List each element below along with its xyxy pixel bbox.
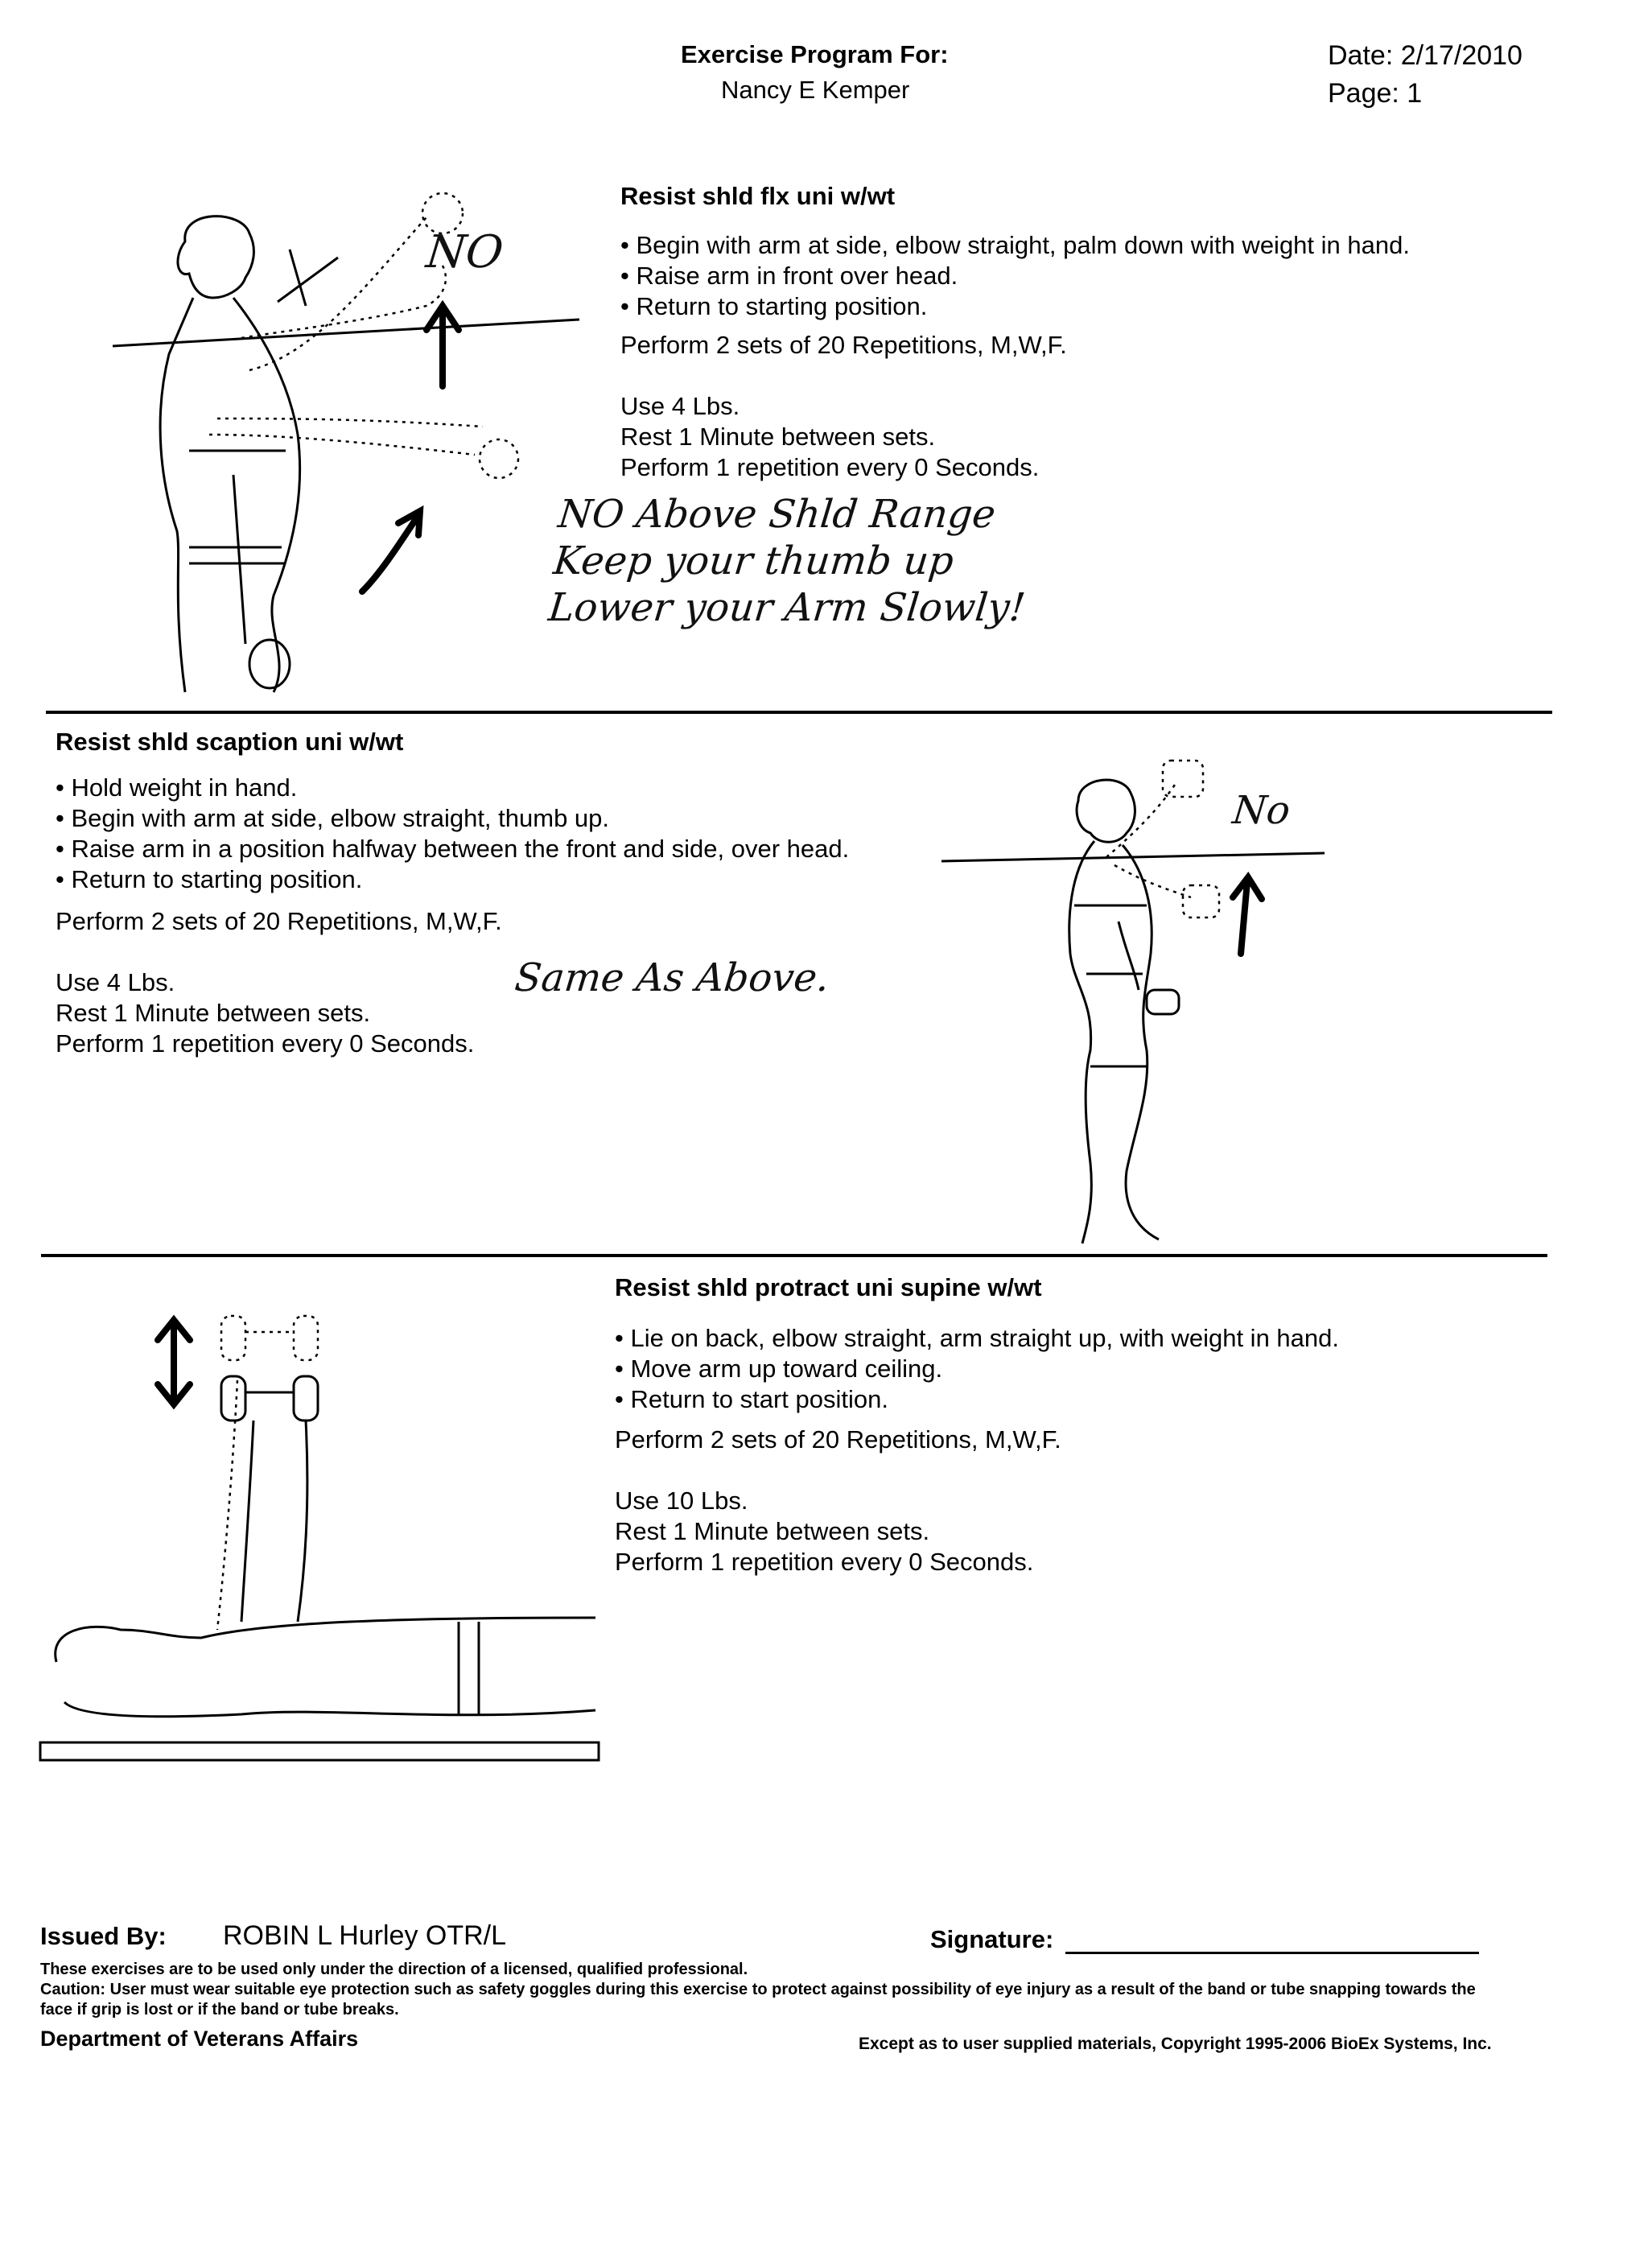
section-divider: [46, 711, 1552, 714]
exercise-2-step: • Raise arm in a position halfway between the front and side, over head.: [56, 834, 849, 864]
exercise-3-pace: Perform 1 repetition every 0 Seconds.: [615, 1548, 1034, 1576]
header-date: Date: 2/17/2010: [1328, 40, 1522, 71]
header-page: Page: 1: [1328, 78, 1423, 109]
exercise-3-step: • Move arm up toward ceiling.: [615, 1354, 1339, 1384]
handwritten-note: NO Above Shld Range: [556, 492, 998, 537]
exercise-3-sets: Perform 2 sets of 20 Repetitions, M,W,F.: [615, 1425, 1061, 1454]
exercise-1-sets: Perform 2 sets of 20 Repetitions, M,W,F.: [620, 331, 1067, 359]
issued-by-label: Issued By:: [40, 1922, 167, 1950]
exercise-2-sets: Perform 2 sets of 20 Repetitions, M,W,F.: [56, 907, 502, 935]
exercise-3-step: • Lie on back, elbow straight, arm straight up, with weight in hand.: [615, 1323, 1339, 1354]
exercise-2-pace: Perform 1 repetition every 0 Seconds.: [56, 1029, 475, 1058]
exercise-2-rest: Rest 1 Minute between sets.: [56, 999, 371, 1027]
exercise-3-step: • Return to start position.: [615, 1384, 1339, 1415]
exercise-1-step: • Return to starting position.: [620, 291, 1410, 322]
issued-by-name: ROBIN L Hurley OTR/L: [223, 1920, 507, 1951]
exercise-3-weight: Use 10 Lbs.: [615, 1487, 748, 1515]
exercise-1-figure-note: NO: [423, 226, 506, 278]
signature-line[interactable]: [1065, 1952, 1479, 1954]
exercise-1-pace: Perform 1 repetition every 0 Seconds.: [620, 453, 1040, 481]
exercise-2-title: Resist shld scaption uni w/wt: [56, 728, 404, 756]
copyright-notice: Except as to user supplied materials, Copyright 1995-2006 BioEx Systems, Inc.: [859, 2035, 1492, 2053]
exercise-3-rest: Rest 1 Minute between sets.: [615, 1517, 930, 1545]
exercise-1-figure: [105, 177, 604, 700]
patient-name: Nancy E Kemper: [721, 76, 910, 104]
exercise-1-rest: Rest 1 Minute between sets.: [620, 423, 936, 451]
exercise-1-step: • Raise arm in front over head.: [620, 261, 1410, 291]
exercise-2-step: • Hold weight in hand.: [56, 773, 849, 803]
exercise-1-weight: Use 4 Lbs.: [620, 392, 740, 420]
exercise-2-step: • Begin with arm at side, elbow straight, thumb up.: [56, 803, 849, 834]
handwritten-note: Keep your thumb up: [551, 538, 956, 583]
exercise-2-figure: [933, 744, 1352, 1260]
exercise-3-figure: [40, 1300, 604, 1767]
exercise-1-title: Resist shld flx uni w/wt: [620, 182, 896, 210]
section-divider: [41, 1254, 1547, 1257]
exercise-1-steps: [620, 230, 1410, 322]
exercise-2-step: • Return to starting position.: [56, 864, 849, 895]
department-name: Department of Veterans Affairs: [40, 2027, 359, 2051]
program-title: Exercise Program For:: [681, 40, 949, 68]
exercise-1-step: • Begin with arm at side, elbow straight, palm down with weight in hand.: [620, 230, 1410, 261]
exercise-2-steps: [56, 773, 849, 895]
caution-note: Caution: User must wear suitable eye protection such as safety goggles during this exercise to protect against possibility of eye injury as a result of the band or tube snapping towards the face if grip is lost or if the band or tube breaks.: [40, 1981, 1476, 2019]
exercise-3-title: Resist shld protract uni supine w/wt: [615, 1273, 1042, 1301]
signature-label: Signature:: [930, 1925, 1054, 1953]
exercise-2-handwritten: Same As Above.: [513, 955, 832, 1000]
exercise-3-steps: [615, 1323, 1339, 1415]
disclaimer: These exercises are to be used only under the direction of a licensed, qualified professional.: [40, 1961, 748, 1978]
exercise-1-handwritten: [546, 491, 1037, 631]
handwritten-note: Lower your Arm Slowly!: [546, 585, 1028, 630]
exercise-2-figure-note: No: [1230, 788, 1292, 833]
exercise-2-weight: Use 4 Lbs.: [56, 968, 175, 996]
